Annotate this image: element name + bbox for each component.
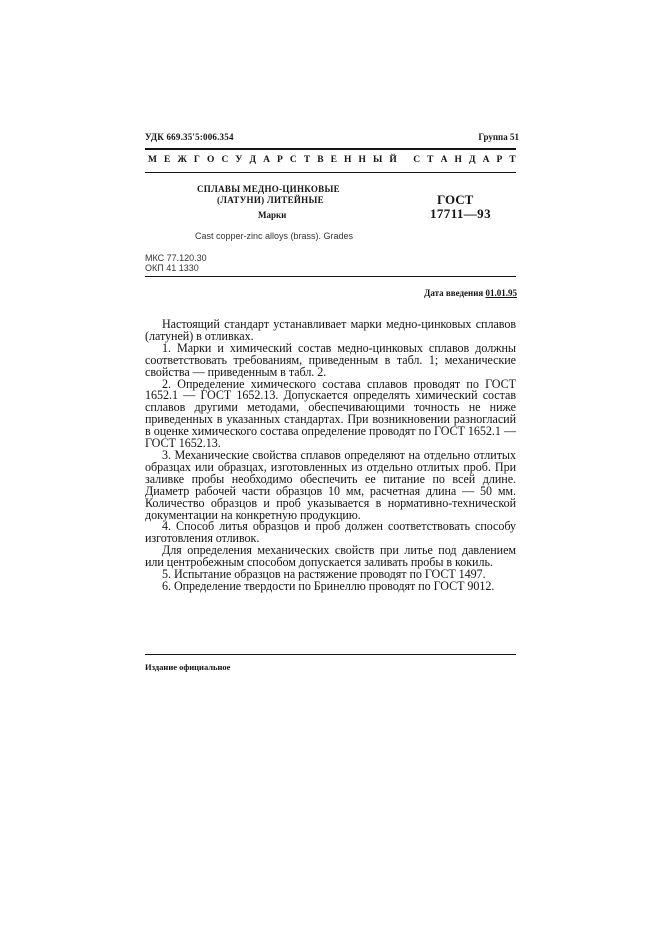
title-line-3: Марки [258,210,287,220]
interstate-standard-heading [148,155,516,165]
body-paragraph-1: 1. Марки и химический состав медно-цинковых сплавов должны соответствовать требованиям, приведенным в табл. 1; механические свойства — приведенным в табл. 2. [145,340,516,379]
body-paragraph-5: 5. Испытание образцов на растяжение проводят по ГОСТ 1497. [162,567,486,582]
gost-number: 17711—93 [430,206,491,221]
interstate-letter: Т [303,155,311,165]
interstate-letter: Р [277,155,283,165]
body-paragraph-6: 6. Определение твердости по Бринеллю проводят по ГОСТ 9012. [162,578,495,593]
udk-code: УДК 669.35'5:006.354 [145,132,234,142]
english-title: Cast copper-zinc alloys (brass). Grades [195,231,354,241]
gost-label: ГОСТ [437,192,474,207]
interstate-letter: В [317,155,324,165]
top-rule [145,148,516,150]
interstate-letter: Ж [177,155,187,165]
bottom-rule [145,654,516,655]
interstate-letter: Т [509,155,516,165]
interstate-letter: Е [164,155,171,165]
interstate-letter: Н [358,155,366,165]
body-paragraph-2: 2. Определение химического состава сплавов проводят по ГОСТ 1652.1 — ГОСТ 1652.13. Допускается определять химический состав сплавов другими методами, обеспечивающими точность не ниже приведенных в указанных стандартах. При возникновении разногласий в оценке химического состава определение проводят по ГОСТ 1652.1 — ГОСТ 1652.13. [145,376,516,451]
interstate-letter: А [440,155,448,165]
interstate-letter: Н [454,155,462,165]
interstate-letter: Г [193,155,200,165]
intro-date-value: 01.01.95 [485,288,517,298]
interstate-letter: С [289,155,297,165]
interstate-letter: Д [249,155,256,165]
body-paragraph-intro: Настоящий стандарт устанавливает марки медно-цинковых сплавов (латуней) в отливках. [145,317,516,343]
interstate-letter: А [263,155,270,165]
classification-codes [145,253,207,273]
document-body [145,319,516,593]
interstate-letter: Й [389,155,397,165]
intro-date [424,288,517,298]
interstate-letter: Р [496,155,503,165]
interstate-letter: Н [344,155,352,165]
top-rule-thin [145,172,516,173]
mks-code: МКС 77.120.30 [145,253,207,263]
interstate-letter [404,155,406,165]
edition-label: Издание официальное [145,662,231,672]
group-label: Группа 51 [478,132,519,142]
interstate-letter: У [235,155,243,165]
interstate-letter: Ы [372,155,383,165]
okp-code: ОКП 41 1330 [145,263,199,273]
middle-rule [145,276,516,277]
intro-date-label: Дата введения [424,288,484,298]
title-line-1: СПЛАВЫ МЕДНО-ЦИНКОВЫЕ [197,184,340,194]
interstate-letter: С [413,155,421,165]
body-paragraph-3: 3. Механические свойства сплавов определяют на отдельно отлитых образцах или образцах, изготовленных из отдельно отлитых проб. При заливке пробы необходимо обеспечить ее питание по всей длине. Диаметр рабочей части образцов 10 мм, расчетная длина — 50 мм. Количество образцов и проб указывается в нормативно-технической документации на конкретную продукцию. [145,447,516,522]
interstate-letter: О [207,155,215,165]
interstate-letter: Е [330,155,337,165]
interstate-letter: А [482,155,490,165]
interstate-letter: Т [427,155,434,165]
body-paragraph-4: 4. Способ литья образцов и проб должен соответствовать способу изготовления отливок. [145,519,516,546]
interstate-letter: Д [468,155,476,165]
interstate-letter: С [221,155,229,165]
body-paragraph-4-note: Для определения механических свойств при литье под давлением или центробежным способом допускается заливать пробы в кокиль. [145,543,516,570]
title-line-2: (ЛАТУНИ) ЛИТЕЙНЫЕ [217,195,324,205]
interstate-letter: М [148,155,157,165]
